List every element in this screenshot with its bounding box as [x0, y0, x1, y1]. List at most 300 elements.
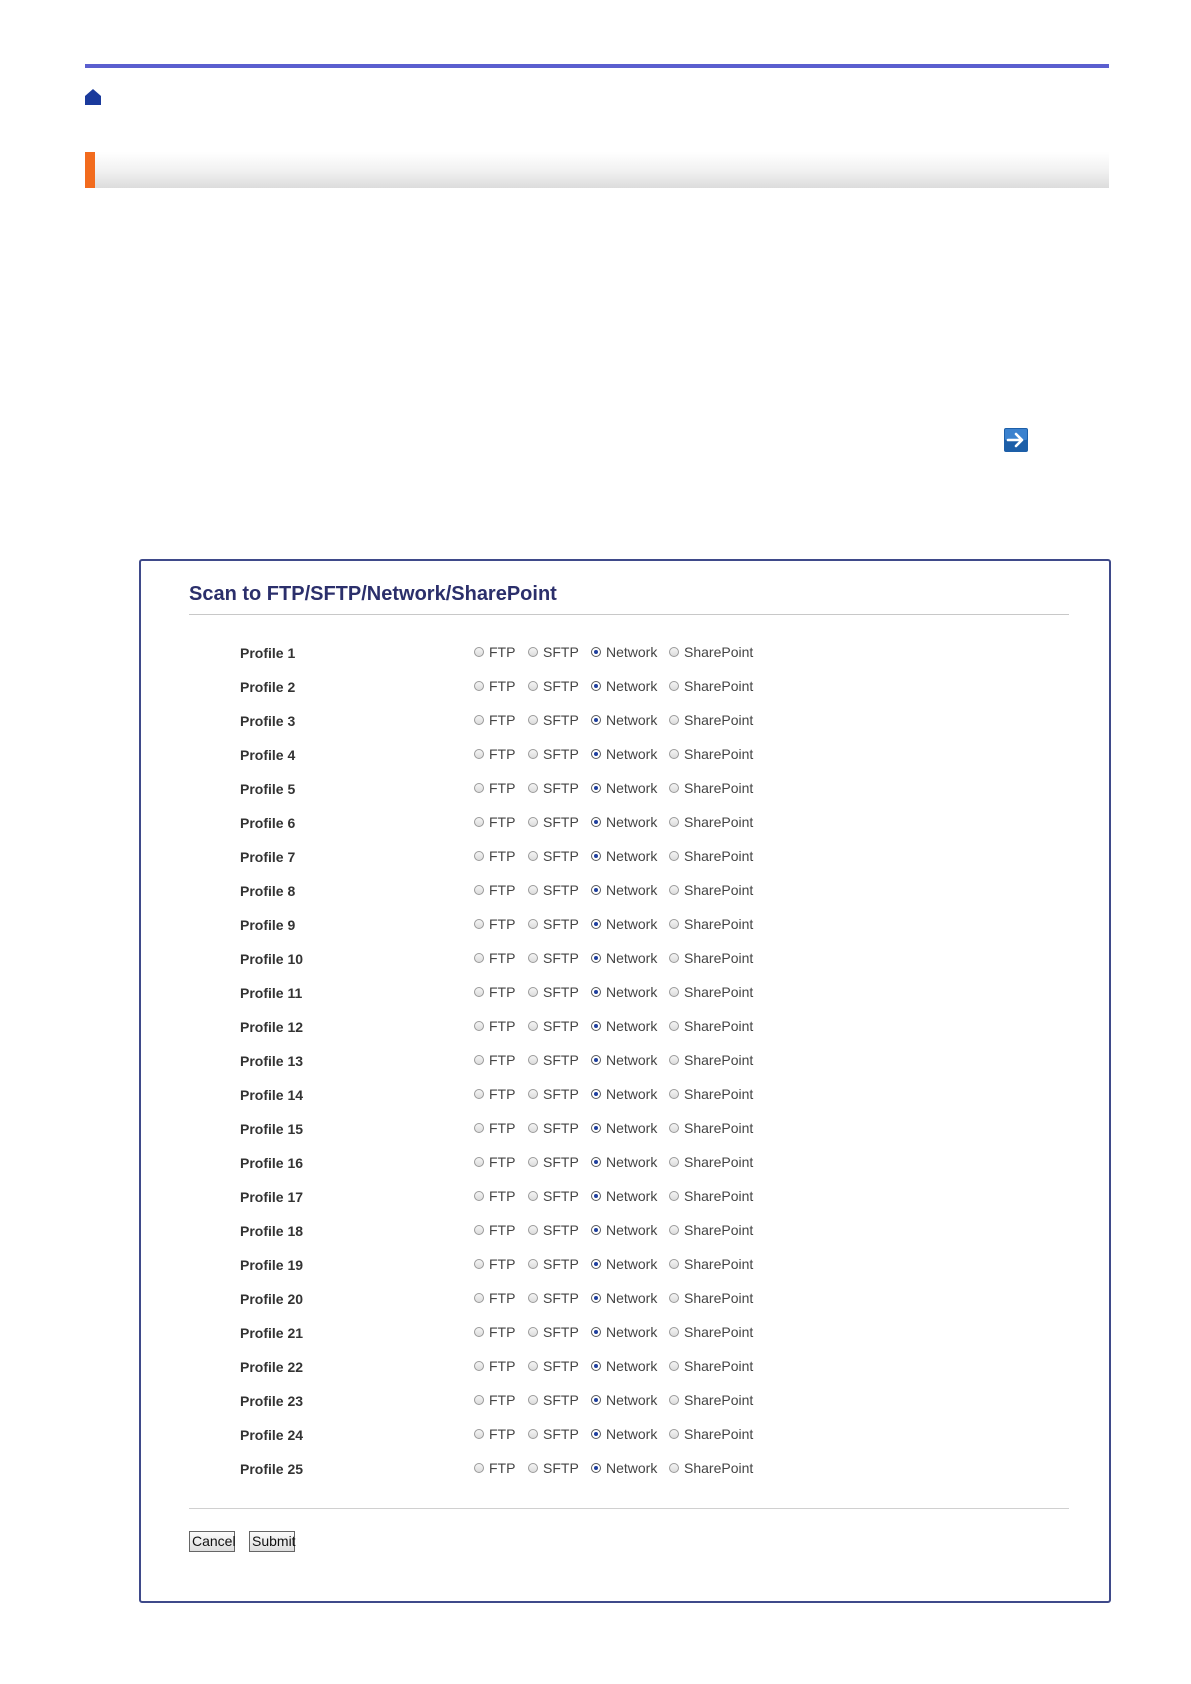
radio-sharepoint[interactable]: [669, 1395, 679, 1405]
radio-sharepoint[interactable]: [669, 1429, 679, 1439]
option-label: FTP: [489, 1460, 516, 1476]
option-network[interactable]: [591, 1324, 657, 1340]
radio-sharepoint[interactable]: [669, 1327, 679, 1337]
radio-network[interactable]: [591, 817, 601, 827]
cancel-button[interactable]: Cancel: [189, 1531, 235, 1552]
radio-sharepoint[interactable]: [669, 1225, 679, 1235]
option-label: Network: [606, 1290, 658, 1306]
radio-sharepoint[interactable]: [669, 817, 679, 827]
option-network[interactable]: [591, 814, 657, 830]
option-network[interactable]: [591, 950, 657, 966]
option-network[interactable]: [591, 882, 657, 898]
option-label: SharePoint: [684, 1086, 754, 1102]
option-label: FTP: [489, 1154, 516, 1170]
option-label: FTP: [489, 1222, 516, 1238]
option-label: FTP: [489, 678, 516, 694]
radio-sftp[interactable]: [528, 1157, 538, 1167]
option-sharepoint[interactable]: [669, 1324, 753, 1340]
radio-sftp[interactable]: [528, 1021, 538, 1031]
option-label: SharePoint: [684, 712, 754, 728]
profile-row: [141, 1217, 1109, 1251]
radio-ftp[interactable]: [474, 1259, 484, 1269]
radio-network[interactable]: [591, 1259, 601, 1269]
option-sharepoint[interactable]: [669, 1018, 753, 1034]
radio-sftp[interactable]: [528, 919, 538, 929]
option-label: FTP: [489, 1120, 516, 1136]
option-sharepoint[interactable]: [669, 1392, 753, 1408]
option-sharepoint[interactable]: [669, 746, 753, 762]
option-ftp[interactable]: [474, 1052, 515, 1068]
radio-ftp[interactable]: [474, 715, 484, 725]
option-network[interactable]: [591, 1256, 657, 1272]
radio-ftp[interactable]: [474, 1361, 484, 1371]
radio-network[interactable]: [591, 715, 601, 725]
radio-ftp[interactable]: [474, 647, 484, 657]
radio-sftp[interactable]: [528, 749, 538, 759]
radio-sftp[interactable]: [528, 681, 538, 691]
option-sharepoint[interactable]: [669, 1154, 753, 1170]
option-label: SharePoint: [684, 1460, 754, 1476]
radio-sharepoint[interactable]: [669, 681, 679, 691]
profile-row: [141, 1387, 1109, 1421]
option-network[interactable]: [591, 848, 657, 864]
option-label: SharePoint: [684, 1358, 754, 1374]
option-sftp[interactable]: [528, 916, 579, 932]
option-sftp[interactable]: [528, 1086, 579, 1102]
radio-network[interactable]: [591, 1089, 601, 1099]
option-label: Network: [606, 1154, 658, 1170]
option-sharepoint[interactable]: [669, 1460, 753, 1476]
option-label: SharePoint: [684, 814, 754, 830]
title-divider: [189, 614, 1069, 615]
option-ftp[interactable]: [474, 1358, 515, 1374]
option-label: SFTP: [543, 882, 579, 898]
option-label: Network: [606, 882, 658, 898]
option-network[interactable]: [591, 1154, 657, 1170]
option-sftp[interactable]: [528, 746, 579, 762]
option-sharepoint[interactable]: [669, 950, 753, 966]
radio-ftp[interactable]: [474, 817, 484, 827]
option-label: FTP: [489, 1392, 516, 1408]
radio-ftp[interactable]: [474, 783, 484, 793]
option-ftp[interactable]: [474, 882, 515, 898]
radio-ftp[interactable]: [474, 1157, 484, 1167]
option-network[interactable]: [591, 1120, 657, 1136]
radio-ftp[interactable]: [474, 1191, 484, 1201]
option-sharepoint[interactable]: [669, 848, 753, 864]
option-sharepoint[interactable]: [669, 916, 753, 932]
option-label: Network: [606, 1256, 658, 1272]
option-sftp[interactable]: [528, 1052, 579, 1068]
radio-sftp[interactable]: [528, 1225, 538, 1235]
option-ftp[interactable]: [474, 1222, 515, 1238]
radio-sharepoint[interactable]: [669, 851, 679, 861]
option-sftp[interactable]: [528, 1018, 579, 1034]
radio-ftp[interactable]: [474, 1395, 484, 1405]
radio-sharepoint[interactable]: [669, 1361, 679, 1371]
option-sharepoint[interactable]: [669, 814, 753, 830]
radio-network[interactable]: [591, 1395, 601, 1405]
radio-sftp[interactable]: [528, 783, 538, 793]
option-label: FTP: [489, 746, 516, 762]
radio-network[interactable]: [591, 987, 601, 997]
option-sftp[interactable]: [528, 1426, 579, 1442]
option-label: SFTP: [543, 984, 579, 1000]
option-label: Network: [606, 1086, 658, 1102]
radio-ftp[interactable]: [474, 953, 484, 963]
option-sharepoint[interactable]: [669, 1290, 753, 1306]
option-label: FTP: [489, 1188, 516, 1204]
option-network[interactable]: [591, 1052, 657, 1068]
radio-network[interactable]: [591, 1327, 601, 1337]
radio-network[interactable]: [591, 783, 601, 793]
option-sharepoint[interactable]: [669, 1120, 753, 1136]
option-sftp[interactable]: [528, 984, 579, 1000]
radio-sharepoint[interactable]: [669, 783, 679, 793]
option-label: SFTP: [543, 1460, 579, 1476]
option-sftp[interactable]: [528, 814, 579, 830]
radio-sftp[interactable]: [528, 817, 538, 827]
option-network[interactable]: [591, 1086, 657, 1102]
submit-button[interactable]: Submit: [249, 1531, 295, 1552]
radio-ftp[interactable]: [474, 681, 484, 691]
radio-sharepoint[interactable]: [669, 1463, 679, 1473]
option-label: SharePoint: [684, 1392, 754, 1408]
radio-network[interactable]: [591, 1123, 601, 1133]
option-ftp[interactable]: [474, 1256, 515, 1272]
radio-sftp[interactable]: [528, 885, 538, 895]
radio-ftp[interactable]: [474, 987, 484, 997]
profile-label: Profile 13: [240, 1053, 304, 1069]
radio-network[interactable]: [591, 1157, 601, 1167]
radio-network[interactable]: [591, 885, 601, 895]
option-sftp[interactable]: [528, 1392, 579, 1408]
option-label: SFTP: [543, 1052, 579, 1068]
radio-sftp[interactable]: [528, 1293, 538, 1303]
radio-sharepoint[interactable]: [669, 1191, 679, 1201]
option-sftp[interactable]: [528, 882, 579, 898]
option-label: FTP: [489, 644, 516, 660]
radio-ftp[interactable]: [474, 1327, 484, 1337]
option-sftp[interactable]: [528, 644, 579, 660]
profile-label: Profile 3: [240, 713, 296, 729]
option-ftp[interactable]: [474, 1392, 515, 1408]
option-ftp[interactable]: [474, 814, 515, 830]
radio-ftp[interactable]: [474, 885, 484, 895]
radio-sftp[interactable]: [528, 647, 538, 657]
option-label: FTP: [489, 780, 516, 796]
radio-network[interactable]: [591, 1429, 601, 1439]
option-label: SharePoint: [684, 916, 754, 932]
option-ftp[interactable]: [474, 916, 515, 932]
option-label: Network: [606, 1392, 658, 1408]
option-sharepoint[interactable]: [669, 882, 753, 898]
radio-sharepoint[interactable]: [669, 1259, 679, 1269]
top-rule: [85, 64, 1109, 68]
option-network[interactable]: [591, 1018, 657, 1034]
option-label: SFTP: [543, 814, 579, 830]
radio-sharepoint[interactable]: [669, 1123, 679, 1133]
radio-sftp[interactable]: [528, 1123, 538, 1133]
radio-network[interactable]: [591, 1055, 601, 1065]
home-icon[interactable]: [84, 88, 102, 106]
radio-ftp[interactable]: [474, 1021, 484, 1031]
radio-ftp[interactable]: [474, 1429, 484, 1439]
option-ftp[interactable]: [474, 746, 515, 762]
option-label: SFTP: [543, 1324, 579, 1340]
option-label: SFTP: [543, 916, 579, 932]
option-sharepoint[interactable]: [669, 678, 753, 694]
option-sftp[interactable]: [528, 1120, 579, 1136]
option-ftp[interactable]: [474, 644, 515, 660]
profile-row: [141, 1319, 1109, 1353]
radio-network[interactable]: [591, 681, 601, 691]
option-network[interactable]: [591, 746, 657, 762]
option-sftp[interactable]: [528, 1290, 579, 1306]
radio-sftp[interactable]: [528, 953, 538, 963]
option-label: Network: [606, 678, 658, 694]
option-label: FTP: [489, 1256, 516, 1272]
option-label: SFTP: [543, 950, 579, 966]
option-label: SFTP: [543, 1392, 579, 1408]
option-sharepoint[interactable]: [669, 1222, 753, 1238]
profile-label: Profile 24: [240, 1427, 304, 1443]
option-ftp[interactable]: [474, 1086, 515, 1102]
option-label: SharePoint: [684, 882, 754, 898]
radio-ftp[interactable]: [474, 1123, 484, 1133]
radio-network[interactable]: [591, 1191, 601, 1201]
option-sharepoint[interactable]: [669, 712, 753, 728]
option-ftp[interactable]: [474, 1188, 515, 1204]
profile-row: [141, 1183, 1109, 1217]
option-label: FTP: [489, 1052, 516, 1068]
radio-ftp[interactable]: [474, 1225, 484, 1235]
option-sharepoint[interactable]: [669, 984, 753, 1000]
radio-sftp[interactable]: [528, 1191, 538, 1201]
option-label: FTP: [489, 848, 516, 864]
radio-sftp[interactable]: [528, 1259, 538, 1269]
option-label: SFTP: [543, 1120, 579, 1136]
radio-sharepoint[interactable]: [669, 987, 679, 997]
option-network[interactable]: [591, 678, 657, 694]
option-sharepoint[interactable]: [669, 1052, 753, 1068]
radio-network[interactable]: [591, 1361, 601, 1371]
radio-sharepoint[interactable]: [669, 919, 679, 929]
option-sftp[interactable]: [528, 678, 579, 694]
option-label: SFTP: [543, 1188, 579, 1204]
profile-label: Profile 22: [240, 1359, 304, 1375]
radio-network[interactable]: [591, 647, 601, 657]
profile-row: [141, 707, 1109, 741]
option-network[interactable]: [591, 712, 657, 728]
radio-sharepoint[interactable]: [669, 749, 679, 759]
radio-network[interactable]: [591, 1293, 601, 1303]
option-sharepoint[interactable]: [669, 1086, 753, 1102]
option-ftp[interactable]: [474, 1290, 515, 1306]
radio-network[interactable]: [591, 1463, 601, 1473]
option-sharepoint[interactable]: [669, 644, 753, 660]
option-label: SFTP: [543, 1222, 579, 1238]
radio-sftp[interactable]: [528, 1463, 538, 1473]
option-network[interactable]: [591, 780, 657, 796]
option-ftp[interactable]: [474, 712, 515, 728]
radio-network[interactable]: [591, 749, 601, 759]
option-sftp[interactable]: [528, 780, 579, 796]
radio-ftp[interactable]: [474, 851, 484, 861]
profile-row: [141, 1251, 1109, 1285]
option-network[interactable]: [591, 916, 657, 932]
option-ftp[interactable]: [474, 1324, 515, 1340]
profile-label: Profile 8: [240, 883, 296, 899]
option-label: Network: [606, 1052, 658, 1068]
radio-sftp[interactable]: [528, 1327, 538, 1337]
profile-label: Profile 6: [240, 815, 296, 831]
option-label: FTP: [489, 916, 516, 932]
radio-sharepoint[interactable]: [669, 1055, 679, 1065]
radio-sftp[interactable]: [528, 851, 538, 861]
option-label: SFTP: [543, 1290, 579, 1306]
option-sftp[interactable]: [528, 1256, 579, 1272]
radio-network[interactable]: [591, 1021, 601, 1031]
option-ftp[interactable]: [474, 950, 515, 966]
profile-label: Profile 23: [240, 1393, 304, 1409]
option-label: Network: [606, 1018, 658, 1034]
option-sharepoint[interactable]: [669, 1426, 753, 1442]
option-label: SFTP: [543, 1256, 579, 1272]
option-sftp[interactable]: [528, 1222, 579, 1238]
profile-row: [141, 1353, 1109, 1387]
option-ftp[interactable]: [474, 1154, 515, 1170]
option-label: FTP: [489, 882, 516, 898]
radio-sharepoint[interactable]: [669, 647, 679, 657]
radio-sharepoint[interactable]: [669, 1089, 679, 1099]
option-sftp[interactable]: [528, 1460, 579, 1476]
option-network[interactable]: [591, 1426, 657, 1442]
profile-label: Profile 15: [240, 1121, 304, 1137]
radio-sharepoint[interactable]: [669, 953, 679, 963]
radio-sftp[interactable]: [528, 1089, 538, 1099]
option-network[interactable]: [591, 644, 657, 660]
radio-sharepoint[interactable]: [669, 1157, 679, 1167]
option-sftp[interactable]: [528, 1154, 579, 1170]
radio-ftp[interactable]: [474, 1089, 484, 1099]
arrow-right-icon[interactable]: [1004, 428, 1028, 452]
option-label: Network: [606, 1120, 658, 1136]
option-label: SFTP: [543, 1086, 579, 1102]
profile-label: Profile 21: [240, 1325, 304, 1341]
option-network[interactable]: [591, 1392, 657, 1408]
radio-sharepoint[interactable]: [669, 1293, 679, 1303]
option-sharepoint[interactable]: [669, 780, 753, 796]
radio-sftp[interactable]: [528, 715, 538, 725]
option-sftp[interactable]: [528, 848, 579, 864]
option-ftp[interactable]: [474, 1460, 515, 1476]
profile-row: [141, 775, 1109, 809]
option-sharepoint[interactable]: [669, 1256, 753, 1272]
option-ftp[interactable]: [474, 780, 515, 796]
radio-ftp[interactable]: [474, 749, 484, 759]
option-label: SharePoint: [684, 644, 754, 660]
option-label: SharePoint: [684, 1120, 754, 1136]
profile-label: Profile 10: [240, 951, 304, 967]
radio-ftp[interactable]: [474, 1293, 484, 1303]
option-sharepoint[interactable]: [669, 1188, 753, 1204]
option-label: Network: [606, 746, 658, 762]
radio-network[interactable]: [591, 851, 601, 861]
option-ftp[interactable]: [474, 678, 515, 694]
radio-sharepoint[interactable]: [669, 715, 679, 725]
option-ftp[interactable]: [474, 1120, 515, 1136]
option-label: SFTP: [543, 1358, 579, 1374]
option-label: Network: [606, 950, 658, 966]
option-label: SharePoint: [684, 1324, 754, 1340]
radio-ftp[interactable]: [474, 919, 484, 929]
option-label: SharePoint: [684, 1018, 754, 1034]
option-ftp[interactable]: [474, 1426, 515, 1442]
option-label: SharePoint: [684, 1188, 754, 1204]
option-sharepoint[interactable]: [669, 1358, 753, 1374]
radio-network[interactable]: [591, 1225, 601, 1235]
option-label: FTP: [489, 1018, 516, 1034]
option-label: SharePoint: [684, 950, 754, 966]
profile-label: Profile 4: [240, 747, 296, 763]
option-network[interactable]: [591, 1290, 657, 1306]
option-network[interactable]: [591, 1222, 657, 1238]
radio-sftp[interactable]: [528, 987, 538, 997]
option-label: SFTP: [543, 1018, 579, 1034]
option-ftp[interactable]: [474, 1018, 515, 1034]
option-label: SharePoint: [684, 848, 754, 864]
option-label: Network: [606, 1426, 658, 1442]
option-sftp[interactable]: [528, 1324, 579, 1340]
radio-sharepoint[interactable]: [669, 1021, 679, 1031]
profile-row: [141, 877, 1109, 911]
option-label: Network: [606, 1324, 658, 1340]
option-label: SharePoint: [684, 746, 754, 762]
profile-label: Profile 5: [240, 781, 296, 797]
option-label: SharePoint: [684, 1256, 754, 1272]
option-sftp[interactable]: [528, 950, 579, 966]
radio-sftp[interactable]: [528, 1055, 538, 1065]
option-sftp[interactable]: [528, 1188, 579, 1204]
option-label: SFTP: [543, 1154, 579, 1170]
radio-ftp[interactable]: [474, 1463, 484, 1473]
option-ftp[interactable]: [474, 848, 515, 864]
radio-ftp[interactable]: [474, 1055, 484, 1065]
option-network[interactable]: [591, 984, 657, 1000]
profile-label: Profile 18: [240, 1223, 304, 1239]
radio-network[interactable]: [591, 953, 601, 963]
option-ftp[interactable]: [474, 984, 515, 1000]
option-label: SharePoint: [684, 1052, 754, 1068]
radio-network[interactable]: [591, 919, 601, 929]
radio-sftp[interactable]: [528, 1361, 538, 1371]
option-sftp[interactable]: [528, 712, 579, 728]
radio-sftp[interactable]: [528, 1429, 538, 1439]
profile-row: [141, 979, 1109, 1013]
profile-row: [141, 1047, 1109, 1081]
option-label: SharePoint: [684, 678, 754, 694]
radio-sftp[interactable]: [528, 1395, 538, 1405]
radio-sharepoint[interactable]: [669, 885, 679, 895]
option-label: Network: [606, 814, 658, 830]
option-network[interactable]: [591, 1188, 657, 1204]
option-network[interactable]: [591, 1358, 657, 1374]
option-sftp[interactable]: [528, 1358, 579, 1374]
option-label: SharePoint: [684, 1426, 754, 1442]
option-network[interactable]: [591, 1460, 657, 1476]
profile-row: [141, 1455, 1109, 1489]
